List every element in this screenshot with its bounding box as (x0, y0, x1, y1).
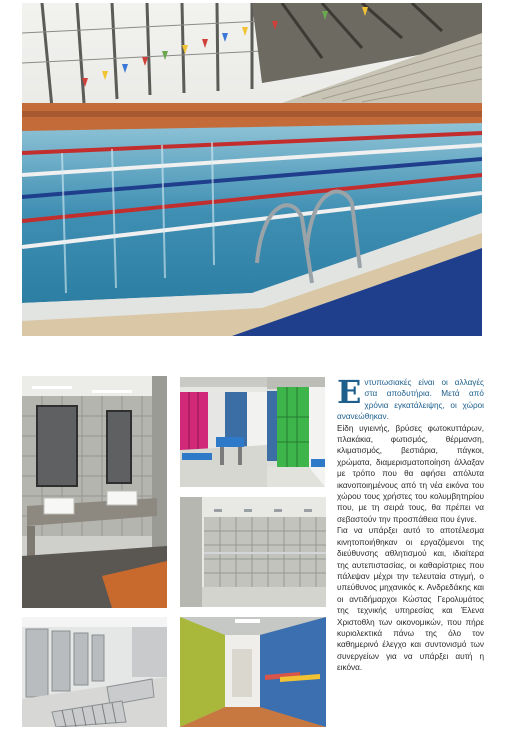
locker-room-green-photo (267, 377, 325, 487)
dropcap: Ε (337, 373, 362, 411)
wash-area-photo (22, 376, 167, 608)
corridor-photo (180, 617, 326, 727)
pool-photo (22, 3, 482, 336)
wash-area-illustration (22, 376, 167, 608)
changing-cabins-illustration (22, 617, 167, 727)
showers-photo (180, 497, 326, 607)
locker-room-pink-illustration (180, 377, 267, 487)
locker-room-pink-photo (180, 377, 267, 487)
showers-illustration (180, 497, 326, 607)
pool-illustration (22, 3, 482, 336)
article-paragraph-2: Για να υπάρξει αυτό το αποτέλεσμα κινητοποιήθηκαν οι εργαζόμενοι της διεύθυνσης αθλητισμού και, ιδιαίτερα της αυτεπιστασίας, οι καθαρίστριες που πάλεψαν μέχρι την τελευταία στιγμή, ο υπεύθυνος μηχανικός κ. Ανδρεδάκης και οι αντιδήμαρχοι Κώστας Γερολυμάτος της τεχνικής υπηρεσίας και Έλενα Χριστοθλη των οικονομικών, που πήρε κυριολεκτικά πάνω της όλο τον καθημερινό έλεγχο και συντονισμό των συνεργείων για να υπάρξει αυτή η εικόνα. (337, 526, 484, 673)
changing-cabins-photo (22, 617, 167, 727)
article-text (337, 373, 484, 674)
article-paragraph-1: Είδη υγιεινής, βρύσες φωτοκυττάρων, πλακάκια, φωτισμός, θέρμανση, κλιματισμός, βεστιάρια, πάγκοι, χρώματα, διαμερισματοποίηση άλλαξαν με τρόπο που θα αφήσει απόλυτα ικανοποιημένους από τη νέα εικόνα του χώρου τους χρήστες του κολυμβητηρίου που, με τη σειρά τους, θα πρέπει να σεβαστούν την προσπάθεια που έγινε. (337, 423, 484, 524)
article-lead: ντυπωσιακές είναι οι αλλαγές στα αποδυτήρια. Μετά από χρόνια εγκατάλειψης, οι χώροι ανανεώθηκαν. (337, 378, 484, 422)
article-lead-paragraph (337, 373, 484, 423)
locker-room-green-illustration (267, 377, 325, 487)
corridor-illustration (180, 617, 326, 727)
